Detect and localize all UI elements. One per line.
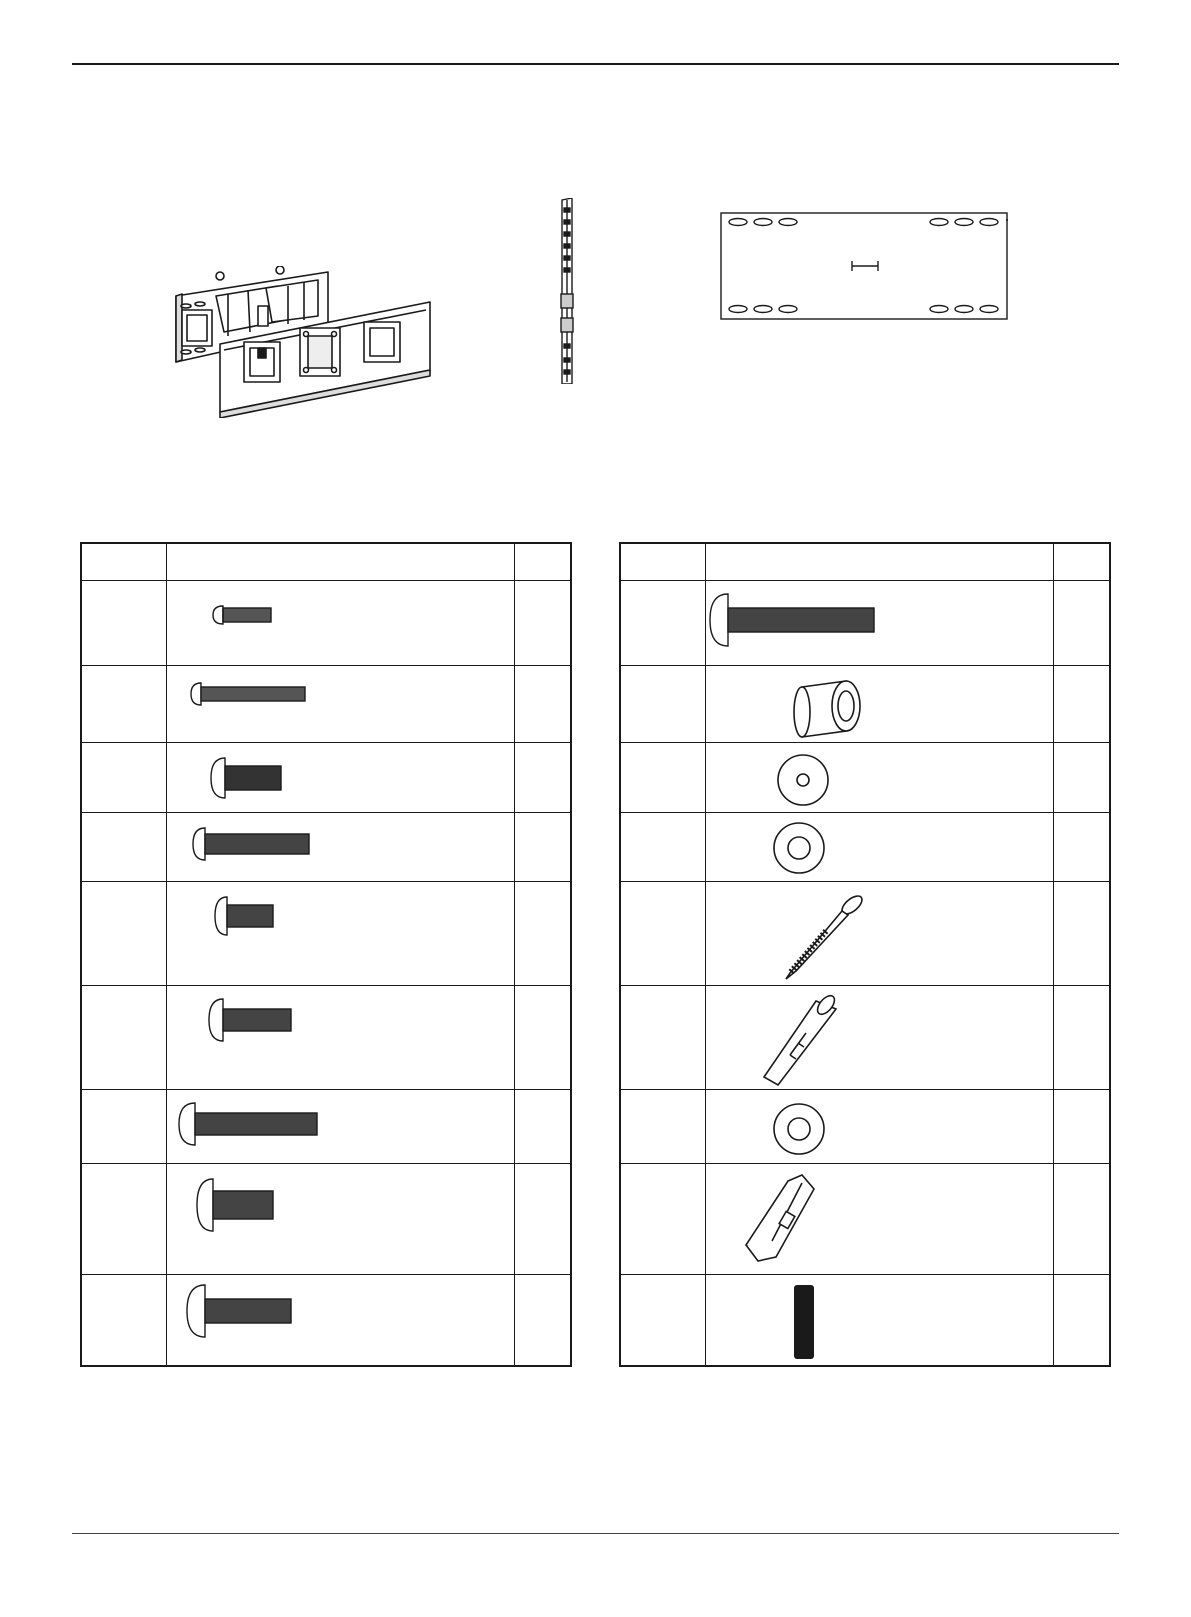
- hardware-table-left: [80, 542, 572, 1367]
- header-part: [705, 543, 1053, 581]
- part-id: [81, 813, 166, 882]
- header-qty: [515, 543, 571, 581]
- part-qty: [515, 743, 571, 813]
- table-row: [81, 882, 571, 986]
- medium-long-pan-head-screw-icon: [167, 814, 514, 881]
- table-row: [620, 1090, 1110, 1164]
- part-qty: [1054, 666, 1110, 743]
- wall-arm-bracket-illustration: [168, 266, 448, 418]
- part-id: [81, 666, 166, 743]
- short-wide-pan-head-screw-icon: [167, 1165, 514, 1274]
- part-image: [705, 581, 1053, 666]
- table-row: [81, 666, 571, 743]
- part-id: [81, 1164, 166, 1275]
- part-qty: [515, 666, 571, 743]
- part-id: [620, 581, 705, 666]
- small-pan-head-screw-icon: [167, 582, 514, 665]
- part-image: [166, 1275, 514, 1366]
- part-qty: [515, 813, 571, 882]
- lag-screw-icon: [706, 883, 1053, 985]
- table-row: [81, 1164, 571, 1275]
- part-qty: [515, 1164, 571, 1275]
- table-row: [81, 1275, 571, 1366]
- thick-washer-icon: [706, 1091, 1053, 1163]
- medium-pan-head-screw-icon: [167, 987, 514, 1089]
- cable-clip-icon: [706, 1165, 1053, 1274]
- short-thick-pan-head-screw-icon: [167, 744, 514, 812]
- table-row: [81, 743, 571, 813]
- top-rule: [72, 63, 1119, 65]
- part-id: [620, 986, 705, 1090]
- part-qty: [1054, 813, 1110, 882]
- part-id: [81, 1090, 166, 1164]
- part-id: [81, 986, 166, 1090]
- table-row: [81, 1090, 571, 1164]
- part-id: [81, 882, 166, 986]
- part-qty: [1054, 1164, 1110, 1275]
- table-row: [620, 1275, 1110, 1366]
- part-qty: [515, 1090, 571, 1164]
- part-image: [166, 666, 514, 743]
- small-washer-icon: [706, 744, 1053, 812]
- part-image: [705, 986, 1053, 1090]
- hardware-table-right: [619, 542, 1111, 1367]
- short-pan-head-screw-icon: [167, 883, 514, 985]
- wall-plate-illustration: [720, 212, 1010, 322]
- table-header-row: [620, 543, 1110, 581]
- part-image: [705, 1164, 1053, 1275]
- part-image: [166, 1164, 514, 1275]
- part-image: [166, 986, 514, 1090]
- part-image: [705, 813, 1053, 882]
- part-qty: [1054, 1275, 1110, 1366]
- table-row: [620, 581, 1110, 666]
- part-qty: [515, 882, 571, 986]
- tv-vertical-bracket-illustration: [558, 198, 578, 384]
- part-id: [620, 743, 705, 813]
- part-image: [166, 1090, 514, 1164]
- long-bolt-icon: [706, 582, 1053, 665]
- part-qty: [1054, 581, 1110, 666]
- long-thick-pan-head-screw-icon: [167, 1091, 514, 1163]
- part-image: [705, 743, 1053, 813]
- long-thin-pan-head-screw-icon: [167, 667, 514, 742]
- table-row: [81, 813, 571, 882]
- part-qty: [1054, 986, 1110, 1090]
- part-qty: [1054, 1090, 1110, 1164]
- part-image: [166, 882, 514, 986]
- wall-anchor-icon: [706, 987, 1053, 1089]
- part-image: [166, 743, 514, 813]
- part-id: [620, 1090, 705, 1164]
- part-qty: [515, 1275, 571, 1366]
- part-qty: [1054, 882, 1110, 986]
- table-row: [620, 986, 1110, 1090]
- medium-wide-pan-head-screw-icon: [167, 1275, 514, 1364]
- part-id: [81, 743, 166, 813]
- part-qty: [1054, 743, 1110, 813]
- large-washer-icon: [706, 814, 1053, 881]
- part-qty: [515, 581, 571, 666]
- spacer-icon: [706, 667, 1053, 742]
- part-image: [166, 581, 514, 666]
- part-image: [705, 1275, 1053, 1366]
- table-header-row: [81, 543, 571, 581]
- part-id: [620, 666, 705, 743]
- table-row: [620, 813, 1110, 882]
- header-part: [166, 543, 514, 581]
- part-id: [620, 1275, 705, 1366]
- part-image: [705, 882, 1053, 986]
- part-id: [81, 581, 166, 666]
- header-id: [620, 543, 705, 581]
- part-id: [620, 882, 705, 986]
- part-image: [166, 813, 514, 882]
- part-id: [620, 813, 705, 882]
- part-image: [705, 666, 1053, 743]
- table-row: [620, 666, 1110, 743]
- table-row: [620, 882, 1110, 986]
- header-qty: [1054, 543, 1110, 581]
- part-id: [81, 1275, 166, 1366]
- part-image: [705, 1090, 1053, 1164]
- bottom-rule: [72, 1533, 1119, 1534]
- part-qty: [515, 986, 571, 1090]
- part-id: [620, 1164, 705, 1275]
- table-row: [81, 581, 571, 666]
- header-id: [81, 543, 166, 581]
- table-row: [620, 743, 1110, 813]
- bubble-level-icon: [706, 1275, 1053, 1364]
- table-row: [81, 986, 571, 1090]
- table-row: [620, 1164, 1110, 1275]
